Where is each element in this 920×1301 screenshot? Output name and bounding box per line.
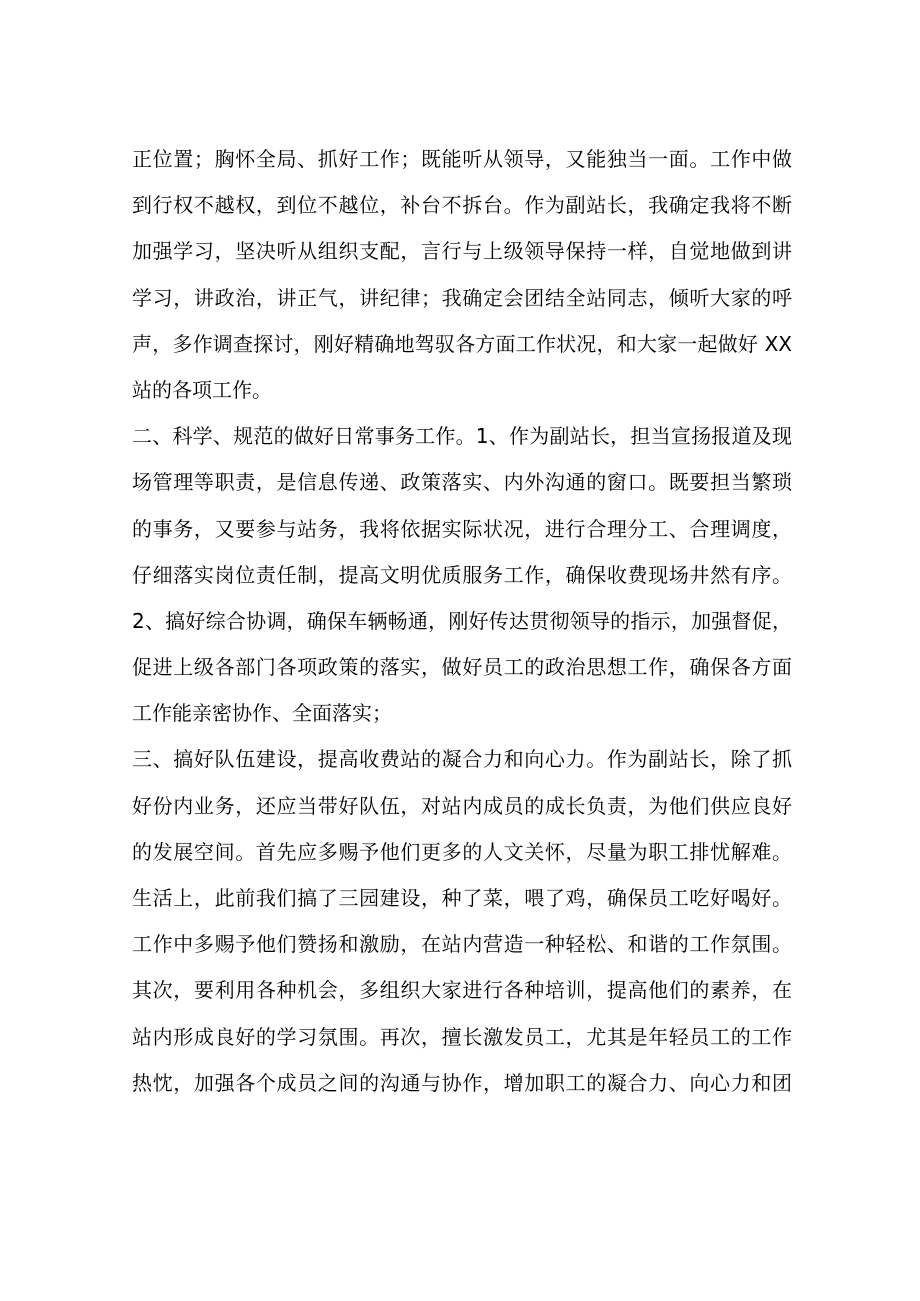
text-line: 站的各项工作。 xyxy=(132,377,272,402)
text-line: 好份内业务，还应当带好队伍，对站内成员的成长负责，为他们供应良好 xyxy=(132,793,792,818)
text-line: 学习，讲政治，讲正气，讲纪律；我确定会团结全站同志，倾听大家的呼 xyxy=(132,285,792,310)
text-line: 场管理等职责，是信息传递、政策落实、内外沟通的窗口。既要担当繁琐 xyxy=(132,470,792,495)
text-line: 仔细落实岗位责任制，提高文明优质服务工作，确保收费现场井然有序。 xyxy=(132,562,792,587)
text-line: 工作能亲密协作、全面落实； xyxy=(132,701,392,726)
text-line: 三、搞好队伍建设，提高收费站的凝合力和向心力。作为副站长，除了抓 xyxy=(132,747,792,772)
text-line: 到行权不越权，到位不越位，补台不拆台。作为副站长，我确定我将不断 xyxy=(132,193,792,218)
text-line: 其次，要利用各种机会，多组织大家进行各种培训，提高他们的素养，在 xyxy=(132,978,792,1003)
text-line: 站内形成良好的学习氛围。再次，擅长激发员工，尤其是年轻员工的工作 xyxy=(132,1024,792,1049)
text-line: 声，多作调查探讨，刚好精确地驾驭各方面工作状况，和大家一起做好 XX xyxy=(132,331,792,356)
text-line: 生活上，此前我们搞了三园建设，种了菜，喂了鸡，确保员工吃好喝好。 xyxy=(132,886,792,910)
text-line: 正位置；胸怀全局、抓好工作；既能听从领导，又能独当一面。工作中做 xyxy=(132,147,792,171)
document-body xyxy=(132,136,792,1106)
text-line: 热忱，加强各个成员之间的沟通与协作，增加职工的凝合力、向心力和团 xyxy=(132,1070,792,1095)
text-line: 加强学习，坚决听从组织支配，言行与上级领导保持一样，自觉地做到讲 xyxy=(132,239,792,264)
text-line: 的发展空间。首先应多赐予他们更多的人文关怀，尽量为职工排忧解难。 xyxy=(132,839,792,864)
text-line: 工作中多赐予他们赞扬和激励，在站内营造一种轻松、和谐的工作氛围。 xyxy=(132,932,792,957)
text-line: 促进上级各部门各项政策的落实，做好员工的政治思想工作，确保各方面 xyxy=(132,655,792,680)
text-line: 二、科学、规范的做好日常事务工作。1、作为副站长，担当宣扬报道及现 xyxy=(132,424,792,449)
text-line: 的事务，又要参与站务，我将依据实际状况，进行合理分工、合理调度， xyxy=(132,516,792,541)
text-line: 2、搞好综合协调，确保车辆畅通，刚好传达贯彻领导的指示，加强督促， xyxy=(132,608,792,633)
